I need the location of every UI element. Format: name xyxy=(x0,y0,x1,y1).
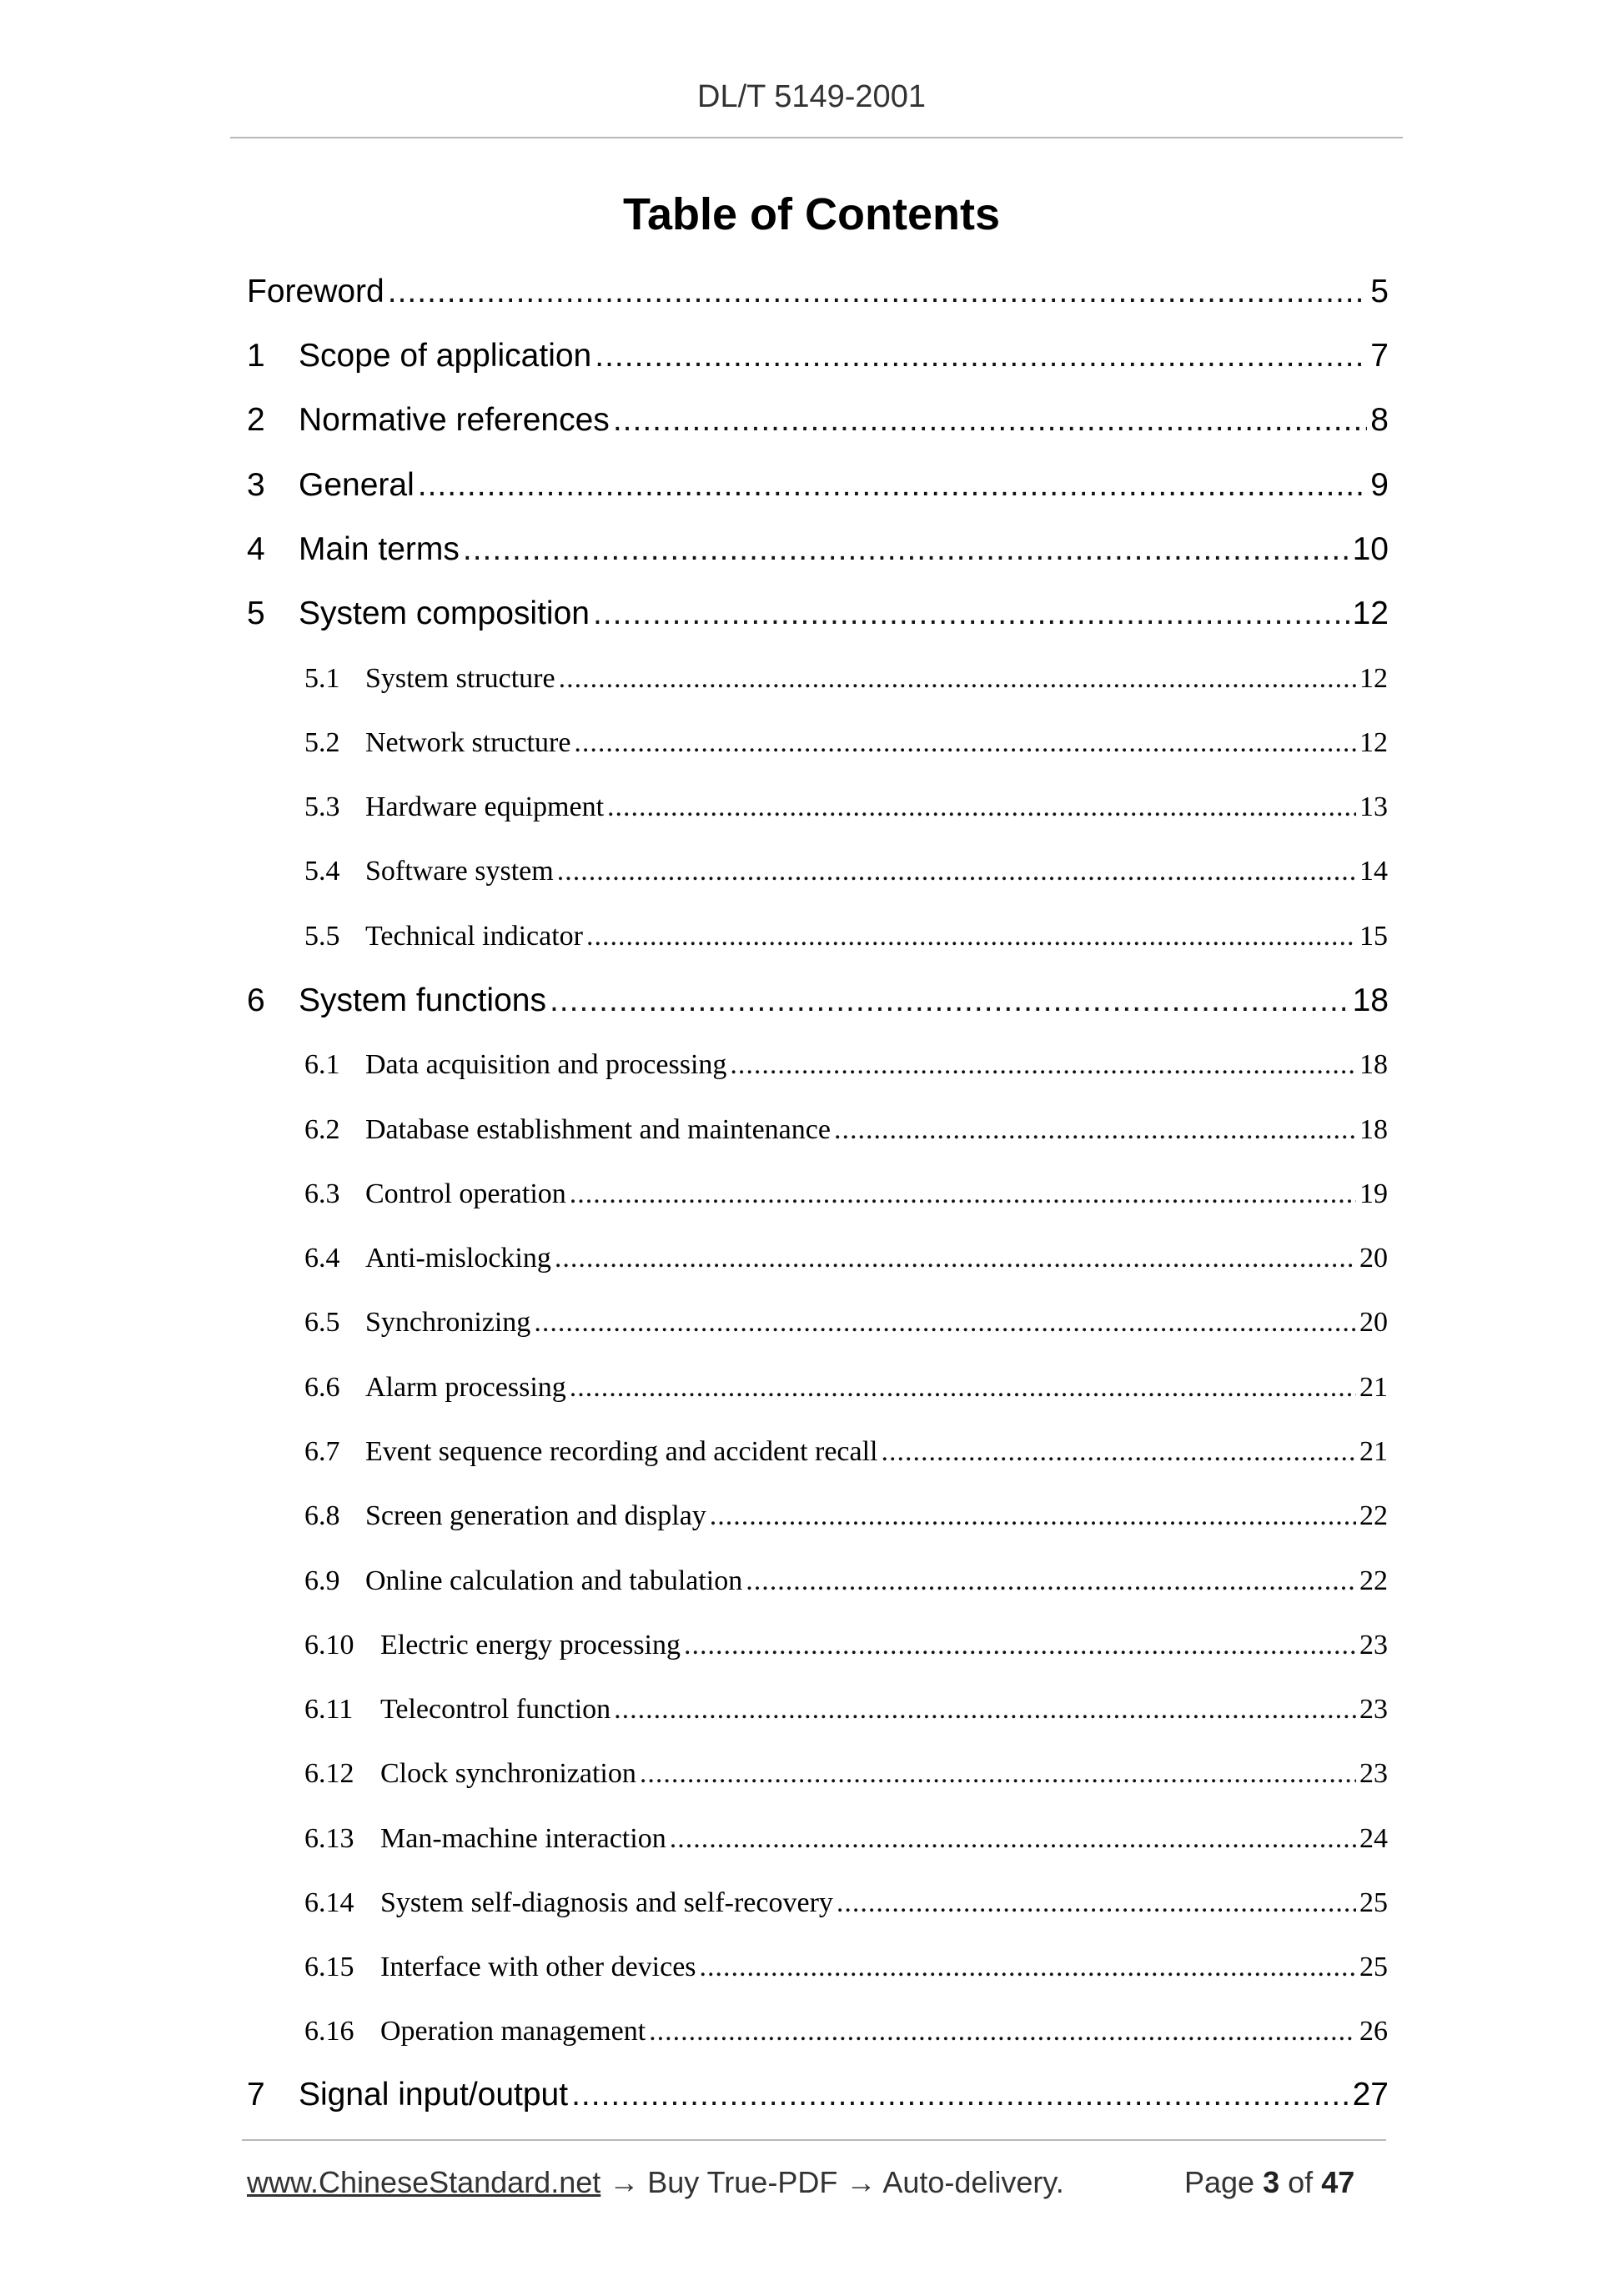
dot-leader xyxy=(834,1107,1356,1153)
toc-entry[interactable] xyxy=(247,976,1389,1026)
toc-entry-number: 6.1 xyxy=(304,1049,340,1080)
toc-entry-title: Hardware equipment xyxy=(365,791,605,822)
toc-entry-number: 3 xyxy=(247,467,265,503)
toc-entry-page: 20 xyxy=(1359,1307,1388,1338)
dot-leader xyxy=(640,1751,1356,1797)
toc-entry-title: Control operation xyxy=(365,1178,566,1209)
toc-entry-page: 18 xyxy=(1359,1114,1388,1145)
toc-entry-number: 6.16 xyxy=(304,2016,354,2047)
toc-entry-number: 5.4 xyxy=(304,856,340,887)
toc-entry-number: 4 xyxy=(247,531,265,567)
toc-subentry[interactable] xyxy=(304,1558,1388,1605)
dot-leader xyxy=(559,656,1356,702)
toc-subentry[interactable] xyxy=(304,1622,1388,1669)
toc-subentry[interactable] xyxy=(304,1751,1388,1797)
toc-entry-page: 12 xyxy=(1359,727,1388,758)
toc-entry-title: Electric energy processing xyxy=(380,1630,681,1660)
toc-entry-title: System structure xyxy=(365,663,555,694)
toc-entry-title: General xyxy=(299,467,415,503)
dot-leader xyxy=(837,1880,1356,1927)
toc-entry-number: 6.3 xyxy=(304,1178,340,1209)
toc-entry-number: 6.9 xyxy=(304,1565,340,1596)
toc-entry-page: 18 xyxy=(1359,1049,1388,1080)
dot-leader xyxy=(557,848,1356,895)
toc-entry-title: Normative references xyxy=(299,402,610,438)
toc-entry-page: 22 xyxy=(1359,1500,1388,1531)
toc-entry-page: 10 xyxy=(1352,531,1389,567)
toc-entry-number: 6.8 xyxy=(304,1500,340,1531)
toc-entry-page: 25 xyxy=(1359,1887,1388,1918)
dot-leader xyxy=(746,1558,1356,1605)
dot-leader xyxy=(388,267,1368,317)
toc-entry-number: 1 xyxy=(247,338,265,374)
dot-leader xyxy=(649,2008,1356,2055)
toc-entry-page: 13 xyxy=(1359,791,1388,822)
toc-entry-title: System composition xyxy=(299,595,590,631)
toc-subentry[interactable] xyxy=(304,1364,1388,1411)
toc-entry-number: 5.3 xyxy=(304,791,340,822)
toc-entry-title: Telecontrol function xyxy=(380,1694,611,1725)
of-label: of xyxy=(1288,2165,1314,2199)
toc-entry-title: Alarm processing xyxy=(365,1372,566,1403)
toc-entry-title: Synchronizing xyxy=(365,1307,531,1338)
toc-entry-title: Event sequence recording and accident recall xyxy=(365,1436,878,1467)
toc-entry-page: 23 xyxy=(1359,1694,1388,1725)
dot-leader xyxy=(595,331,1367,381)
toc-entry-title: Anti-mislocking xyxy=(365,1243,551,1274)
toc-entry-title: System functions xyxy=(299,982,546,1018)
toc-entry-title: Scope of application xyxy=(299,338,592,374)
toc-entry-page: 5 xyxy=(1370,274,1389,309)
toc-subentry[interactable] xyxy=(304,784,1388,831)
toc-entry-number: 6.6 xyxy=(304,1372,340,1403)
page-indicator xyxy=(1184,2158,1354,2208)
header-divider xyxy=(230,137,1403,138)
toc-entry-page: 21 xyxy=(1359,1436,1388,1467)
toc-subentry[interactable] xyxy=(304,1944,1388,1991)
dot-leader xyxy=(710,1493,1356,1540)
toc-entry[interactable] xyxy=(247,2070,1389,2120)
toc-entry-title: Technical indicator xyxy=(365,921,583,952)
dot-leader xyxy=(586,913,1356,960)
toc-entry-page: 14 xyxy=(1359,856,1388,887)
toc-entry-page: 21 xyxy=(1359,1372,1388,1403)
dot-leader xyxy=(730,1042,1356,1088)
toc-entry-title: Screen generation and display xyxy=(365,1500,706,1531)
toc-entry-number: 6.13 xyxy=(304,1823,354,1854)
dot-leader xyxy=(570,1171,1356,1218)
toc-entry-page: 27 xyxy=(1352,2077,1389,2113)
footer-promo xyxy=(247,2158,1064,2208)
dot-leader xyxy=(613,395,1367,445)
toc-entry-title: Interface with other devices xyxy=(380,1952,696,1982)
toc-entry-number: 5.1 xyxy=(304,663,340,694)
toc-entry-foreword[interactable] xyxy=(247,267,1389,317)
dot-leader xyxy=(574,720,1356,766)
toc-entry-number: 6.4 xyxy=(304,1243,340,1274)
dot-leader xyxy=(534,1299,1356,1346)
toc-entry-number: 6 xyxy=(247,982,265,1018)
toc-entry-number: 6.2 xyxy=(304,1114,340,1145)
dot-leader xyxy=(684,1622,1356,1669)
toc-entry-number: 5 xyxy=(247,595,265,631)
toc-subentry[interactable] xyxy=(304,913,1388,960)
toc-entry-page: 23 xyxy=(1359,1630,1388,1660)
dot-leader xyxy=(463,525,1349,575)
toc-entry-title: Database establishment and maintenance xyxy=(365,1114,831,1145)
dot-leader xyxy=(700,1944,1356,1991)
toc-entry-title: Network structure xyxy=(365,727,571,758)
toc-entry-page: 20 xyxy=(1359,1243,1388,1274)
toc-subentry[interactable] xyxy=(304,1171,1388,1218)
toc-entry-page: 25 xyxy=(1359,1952,1388,1982)
toc-entry-page: 26 xyxy=(1359,2016,1388,2047)
toc-entry-number: 6.7 xyxy=(304,1436,340,1467)
dot-leader xyxy=(418,460,1368,510)
toc-entry-title: Main terms xyxy=(299,531,460,567)
dot-leader xyxy=(570,1364,1356,1411)
toc-entry-page: 12 xyxy=(1352,595,1389,631)
toc-entry-number: 6.15 xyxy=(304,1952,354,1982)
toc-entry-page: 9 xyxy=(1370,467,1389,503)
toc-title: Table of Contents xyxy=(623,189,1000,239)
toc-entry-number: 7 xyxy=(247,2077,265,2113)
toc-entry-page: 23 xyxy=(1359,1758,1388,1789)
document-code: DL/T 5149-2001 xyxy=(697,79,926,114)
toc-entry-number: 6.11 xyxy=(304,1694,354,1725)
toc-subentry[interactable] xyxy=(304,1816,1388,1862)
toc-entry-number: 6.12 xyxy=(304,1758,354,1789)
toc-entry-page: 7 xyxy=(1370,338,1389,374)
toc-entry[interactable] xyxy=(247,525,1389,575)
toc-entry-title: Foreword xyxy=(247,274,384,309)
toc-entry-title: Signal input/output xyxy=(299,2077,569,2113)
toc-entry-title: Clock synchronization xyxy=(380,1758,636,1789)
toc-entry-title: Operation management xyxy=(380,2016,646,2047)
toc-entry[interactable] xyxy=(247,460,1389,510)
toc-entry[interactable] xyxy=(247,331,1389,381)
toc-entry-number: 6.5 xyxy=(304,1307,340,1338)
toc-entry-number: 2 xyxy=(247,402,265,438)
dot-leader xyxy=(882,1429,1356,1475)
dot-leader xyxy=(607,784,1356,831)
footer-divider xyxy=(242,2139,1386,2141)
page-label: Page xyxy=(1184,2165,1255,2199)
toc-entry-page: 8 xyxy=(1370,402,1389,438)
toc-subentry[interactable] xyxy=(304,1493,1388,1540)
toc-entry-number: 6.10 xyxy=(304,1630,354,1660)
toc-entry[interactable] xyxy=(247,589,1389,639)
toc-subentry[interactable] xyxy=(304,1686,1388,1733)
toc-entry-page: 18 xyxy=(1352,982,1389,1018)
toc-subentry[interactable] xyxy=(304,1235,1388,1282)
footer-promo-text: → Buy True-PDF → Auto-delivery. xyxy=(600,2165,1064,2199)
toc-entry-number: 5.2 xyxy=(304,727,340,758)
toc-subentry[interactable] xyxy=(304,1880,1388,1927)
toc-entry-page: 19 xyxy=(1359,1178,1388,1209)
toc-subentry[interactable] xyxy=(304,1107,1388,1153)
current-page: 3 xyxy=(1263,2165,1280,2199)
toc-entry[interactable] xyxy=(247,395,1389,445)
dot-leader xyxy=(614,1686,1356,1733)
toc-entry-page: 15 xyxy=(1359,921,1388,952)
toc-entry-title: System self-diagnosis and self-recovery xyxy=(380,1887,833,1918)
toc-subentry[interactable] xyxy=(304,848,1388,895)
toc-subentry[interactable] xyxy=(304,720,1388,766)
toc-entry-title: Online calculation and tabulation xyxy=(365,1565,743,1596)
toc-entry-title: Software system xyxy=(365,856,554,887)
dot-leader xyxy=(550,976,1349,1026)
toc-entry-number: 6.14 xyxy=(304,1887,354,1918)
total-pages: 47 xyxy=(1321,2165,1355,2199)
toc-subentry[interactable] xyxy=(304,1042,1388,1088)
toc-subentry[interactable] xyxy=(304,1299,1388,1346)
dot-leader xyxy=(571,2070,1349,2120)
dot-leader xyxy=(670,1816,1356,1862)
toc-entry-title: Man-machine interaction xyxy=(380,1823,666,1854)
dot-leader xyxy=(555,1235,1356,1282)
dot-leader xyxy=(593,589,1349,639)
toc-entry-page: 22 xyxy=(1359,1565,1388,1596)
toc-entry-title: Data acquisition and processing xyxy=(365,1049,727,1080)
toc-entry-page: 24 xyxy=(1359,1823,1388,1854)
toc-subentry[interactable] xyxy=(304,2008,1388,2055)
toc-entry-page: 12 xyxy=(1359,663,1388,694)
toc-subentry[interactable] xyxy=(304,1429,1388,1475)
website-link[interactable]: www.ChineseStandard.net xyxy=(247,2165,601,2199)
toc-subentry[interactable] xyxy=(304,656,1388,702)
toc-entry-number: 5.5 xyxy=(304,921,340,952)
